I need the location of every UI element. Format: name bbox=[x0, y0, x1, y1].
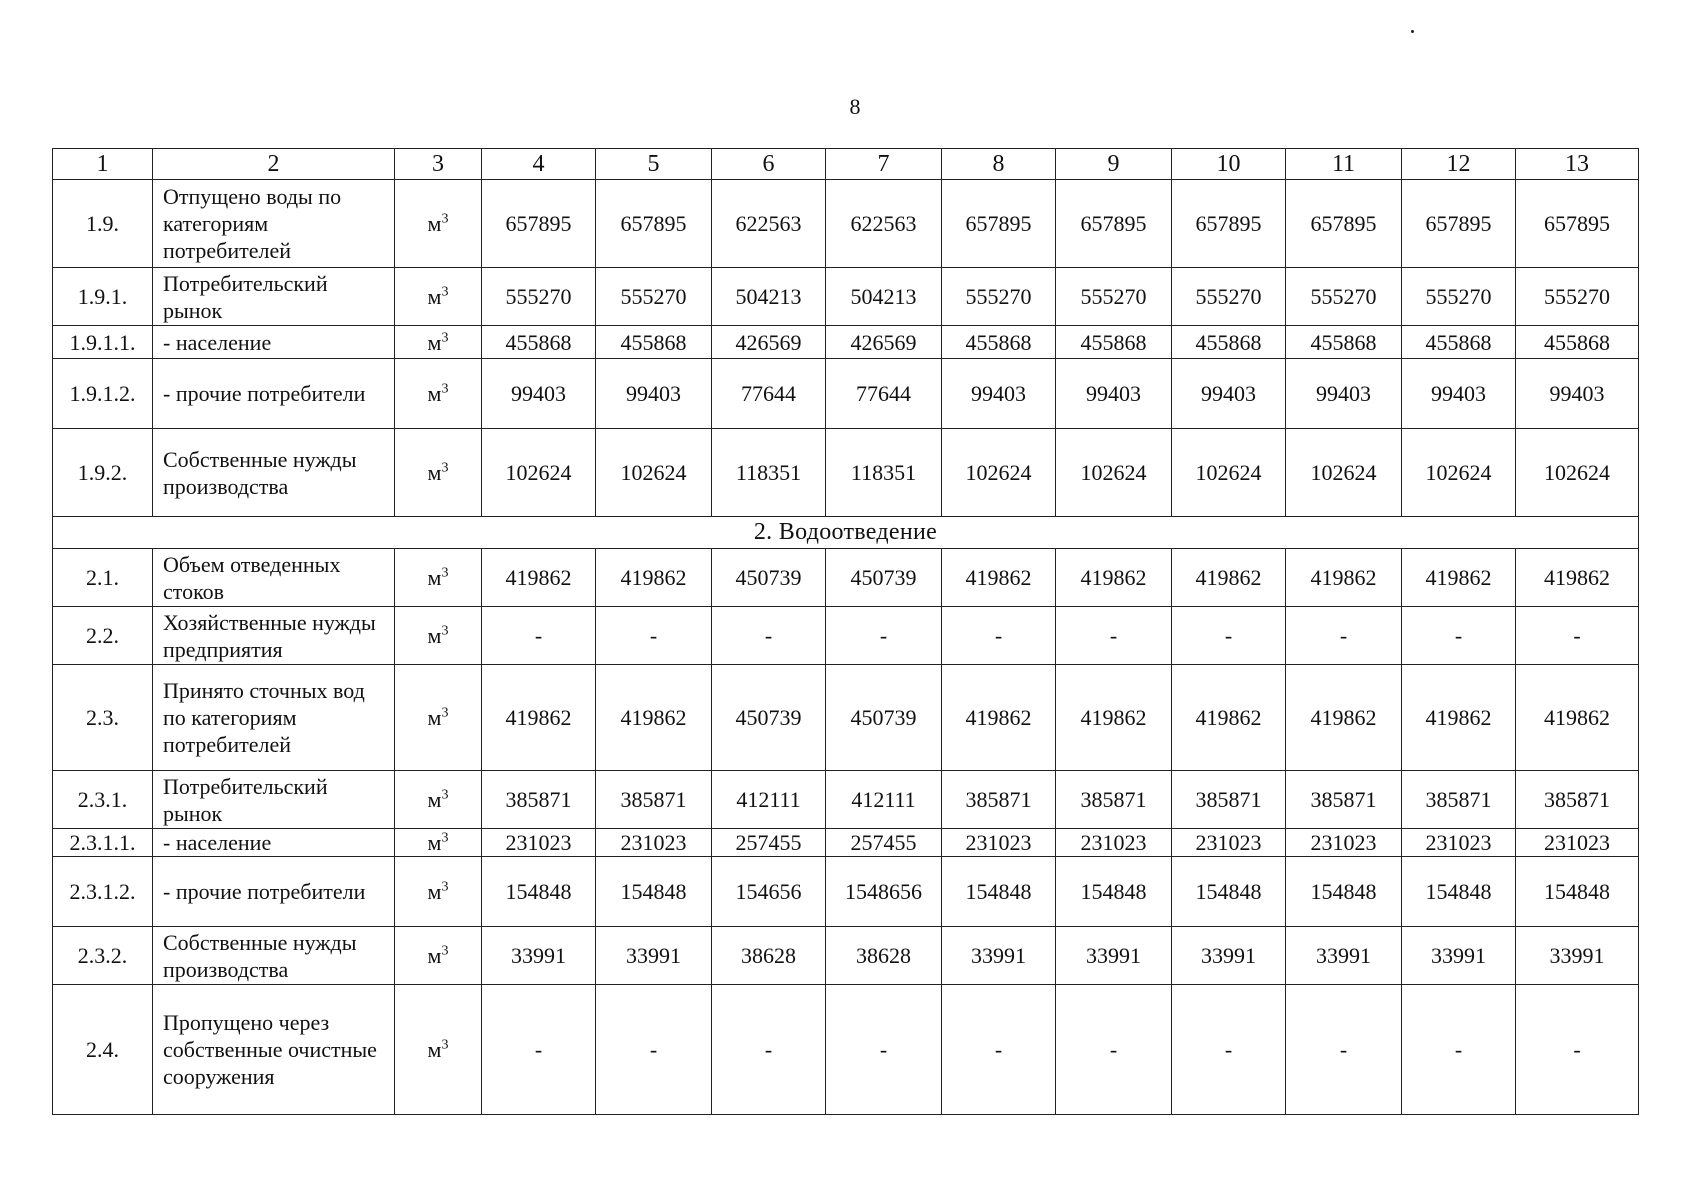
value-cell: 657895 bbox=[1286, 180, 1402, 268]
row-code: 1.9.1.2. bbox=[53, 359, 153, 429]
section-title: 2. Водоотведение bbox=[53, 517, 1639, 549]
value-cell: 455868 bbox=[1402, 326, 1516, 359]
value-cell: 231023 bbox=[1286, 829, 1402, 857]
value-cell: 385871 bbox=[596, 771, 712, 829]
value-cell: - bbox=[596, 607, 712, 665]
unit-exponent: 3 bbox=[441, 830, 449, 846]
row-unit bbox=[395, 771, 482, 829]
value-cell: 657895 bbox=[1056, 180, 1172, 268]
value-cell: 450739 bbox=[712, 549, 826, 607]
unit-base: м bbox=[427, 623, 442, 648]
section-header-row bbox=[53, 517, 1639, 549]
value-cell: 33991 bbox=[482, 927, 596, 985]
value-cell: 154848 bbox=[1056, 857, 1172, 927]
value-cell: 419862 bbox=[1516, 665, 1639, 771]
value-cell: 419862 bbox=[1056, 549, 1172, 607]
row-code: 2.4. bbox=[53, 985, 153, 1115]
value-cell: 555270 bbox=[1402, 268, 1516, 326]
row-code: 2.3.1. bbox=[53, 771, 153, 829]
unit-base: м bbox=[427, 879, 442, 904]
value-cell: 657895 bbox=[596, 180, 712, 268]
unit-base: м bbox=[427, 830, 442, 855]
value-cell: 231023 bbox=[1402, 829, 1516, 857]
row-code: 1.9.1.1. bbox=[53, 326, 153, 359]
table-body bbox=[53, 149, 1639, 1115]
column-header: 3 bbox=[395, 149, 482, 180]
value-cell: 154848 bbox=[482, 857, 596, 927]
value-cell: 385871 bbox=[1286, 771, 1402, 829]
unit-exponent: 3 bbox=[441, 1037, 449, 1053]
value-cell: - bbox=[826, 607, 942, 665]
row-name: Собственные нужды производства bbox=[153, 927, 395, 985]
value-cell: 1548656 bbox=[826, 857, 942, 927]
value-cell: 102624 bbox=[942, 429, 1056, 517]
value-cell: 385871 bbox=[1402, 771, 1516, 829]
table-row bbox=[53, 771, 1639, 829]
value-cell: 154848 bbox=[596, 857, 712, 927]
page-number: 8 bbox=[849, 94, 861, 119]
table-row bbox=[53, 607, 1639, 665]
column-header: 9 bbox=[1056, 149, 1172, 180]
value-cell: - bbox=[942, 985, 1056, 1115]
value-cell: - bbox=[482, 607, 596, 665]
row-name: Собственные нужды производства bbox=[153, 429, 395, 517]
value-cell: 102624 bbox=[1172, 429, 1286, 517]
value-cell: 657895 bbox=[1516, 180, 1639, 268]
value-cell: 99403 bbox=[1286, 359, 1402, 429]
value-cell: 455868 bbox=[596, 326, 712, 359]
table-row bbox=[53, 429, 1639, 517]
value-cell: 33991 bbox=[1286, 927, 1402, 985]
value-cell: 426569 bbox=[826, 326, 942, 359]
value-cell: 118351 bbox=[826, 429, 942, 517]
value-cell: 555270 bbox=[1516, 268, 1639, 326]
value-cell: 657895 bbox=[1172, 180, 1286, 268]
row-name: Объем отведенных стоков bbox=[153, 549, 395, 607]
row-unit bbox=[395, 985, 482, 1115]
value-cell: 102624 bbox=[1286, 429, 1402, 517]
value-cell: 99403 bbox=[1516, 359, 1639, 429]
unit-base: м bbox=[427, 329, 442, 355]
row-name: - прочие потребители bbox=[153, 857, 395, 927]
unit-base: м bbox=[427, 211, 442, 236]
column-header: 6 bbox=[712, 149, 826, 180]
row-code: 1.9. bbox=[53, 180, 153, 268]
column-header: 7 bbox=[826, 149, 942, 180]
row-code: 2.3.1.1. bbox=[53, 829, 153, 857]
value-cell: - bbox=[1056, 985, 1172, 1115]
value-cell: - bbox=[482, 985, 596, 1115]
value-cell: 555270 bbox=[596, 268, 712, 326]
row-name: Потребительский рынок bbox=[153, 268, 395, 326]
value-cell: 99403 bbox=[1402, 359, 1516, 429]
table-row bbox=[53, 549, 1639, 607]
row-code: 2.1. bbox=[53, 549, 153, 607]
value-cell: 555270 bbox=[1172, 268, 1286, 326]
value-cell: - bbox=[942, 607, 1056, 665]
value-cell: - bbox=[1056, 607, 1172, 665]
value-cell: 419862 bbox=[1172, 665, 1286, 771]
value-cell: 99403 bbox=[596, 359, 712, 429]
value-cell: 77644 bbox=[712, 359, 826, 429]
value-cell: 154848 bbox=[942, 857, 1056, 927]
value-cell: 154656 bbox=[712, 857, 826, 927]
value-cell: - bbox=[712, 607, 826, 665]
value-cell: - bbox=[1172, 607, 1286, 665]
unit-exponent: 3 bbox=[441, 879, 449, 895]
value-cell: 154848 bbox=[1172, 857, 1286, 927]
table-row bbox=[53, 268, 1639, 326]
row-name: - население bbox=[153, 326, 395, 359]
value-cell: - bbox=[1402, 985, 1516, 1115]
value-cell: - bbox=[1286, 607, 1402, 665]
row-unit bbox=[395, 665, 482, 771]
value-cell: 38628 bbox=[826, 927, 942, 985]
row-name: Пропущено через собственные очистные сооружения bbox=[153, 985, 395, 1115]
value-cell: 33991 bbox=[1402, 927, 1516, 985]
value-cell: 99403 bbox=[482, 359, 596, 429]
row-unit bbox=[395, 326, 482, 359]
column-header: 5 bbox=[596, 149, 712, 180]
unit-exponent: 3 bbox=[441, 623, 449, 639]
unit-base: м bbox=[427, 705, 442, 730]
row-name: Потребительский рынок bbox=[153, 771, 395, 829]
row-unit bbox=[395, 607, 482, 665]
value-cell: 555270 bbox=[1056, 268, 1172, 326]
value-cell: 385871 bbox=[1516, 771, 1639, 829]
unit-base: м bbox=[427, 1037, 442, 1062]
value-cell: 419862 bbox=[1402, 665, 1516, 771]
column-header: 8 bbox=[942, 149, 1056, 180]
value-cell: 455868 bbox=[1056, 326, 1172, 359]
unit-exponent: 3 bbox=[441, 943, 449, 959]
table-row bbox=[53, 985, 1639, 1115]
value-cell: 657895 bbox=[482, 180, 596, 268]
value-cell: 154848 bbox=[1402, 857, 1516, 927]
data-table bbox=[52, 148, 1639, 1115]
table-row bbox=[53, 359, 1639, 429]
unit-exponent: 3 bbox=[441, 381, 449, 397]
value-cell: 257455 bbox=[712, 829, 826, 857]
unit-exponent: 3 bbox=[441, 460, 449, 476]
column-header: 10 bbox=[1172, 149, 1286, 180]
value-cell: 419862 bbox=[596, 549, 712, 607]
unit-base: м bbox=[427, 381, 442, 406]
row-name: Отпущено воды по категориям потребителей bbox=[153, 180, 395, 268]
column-header: 1 bbox=[53, 149, 153, 180]
row-code: 1.9.2. bbox=[53, 429, 153, 517]
table-row bbox=[53, 927, 1639, 985]
row-code: 1.9.1. bbox=[53, 268, 153, 326]
value-cell: - bbox=[712, 985, 826, 1115]
value-cell: 555270 bbox=[942, 268, 1056, 326]
column-header: 4 bbox=[482, 149, 596, 180]
table-row bbox=[53, 180, 1639, 268]
value-cell: 38628 bbox=[712, 927, 826, 985]
value-cell: 419862 bbox=[1286, 665, 1402, 771]
row-unit bbox=[395, 268, 482, 326]
value-cell: 657895 bbox=[1402, 180, 1516, 268]
value-cell: 102624 bbox=[1516, 429, 1639, 517]
value-cell: 385871 bbox=[1056, 771, 1172, 829]
value-cell: 622563 bbox=[826, 180, 942, 268]
value-cell: 257455 bbox=[826, 829, 942, 857]
value-cell: 426569 bbox=[712, 326, 826, 359]
value-cell: 455868 bbox=[1172, 326, 1286, 359]
value-cell: 419862 bbox=[1056, 665, 1172, 771]
row-unit bbox=[395, 829, 482, 857]
value-cell: 504213 bbox=[826, 268, 942, 326]
unit-base: м bbox=[427, 943, 442, 968]
row-code: 2.3. bbox=[53, 665, 153, 771]
value-cell: 231023 bbox=[1172, 829, 1286, 857]
value-cell: 33991 bbox=[596, 927, 712, 985]
value-cell: 154848 bbox=[1516, 857, 1639, 927]
row-code: 2.3.1.2. bbox=[53, 857, 153, 927]
value-cell: 99403 bbox=[942, 359, 1056, 429]
value-cell: - bbox=[1286, 985, 1402, 1115]
value-cell: 231023 bbox=[1516, 829, 1639, 857]
unit-base: м bbox=[427, 787, 442, 812]
table-row bbox=[53, 326, 1639, 359]
value-cell: - bbox=[596, 985, 712, 1115]
scan-speck bbox=[1411, 30, 1414, 33]
value-cell: 33991 bbox=[942, 927, 1056, 985]
column-header: 13 bbox=[1516, 149, 1639, 180]
value-cell: 555270 bbox=[482, 268, 596, 326]
value-cell: - bbox=[1402, 607, 1516, 665]
value-cell: 419862 bbox=[942, 665, 1056, 771]
value-cell: 504213 bbox=[712, 268, 826, 326]
value-cell: 450739 bbox=[826, 549, 942, 607]
unit-exponent: 3 bbox=[441, 211, 449, 227]
column-header: 2 bbox=[153, 149, 395, 180]
value-cell: 231023 bbox=[1056, 829, 1172, 857]
unit-base: м bbox=[427, 460, 442, 485]
value-cell: 455868 bbox=[482, 326, 596, 359]
value-cell: 419862 bbox=[1286, 549, 1402, 607]
column-number-row bbox=[53, 149, 1639, 180]
unit-base: м bbox=[427, 565, 442, 590]
column-header: 11 bbox=[1286, 149, 1402, 180]
row-code: 2.3.2. bbox=[53, 927, 153, 985]
value-cell: 419862 bbox=[1516, 549, 1639, 607]
value-cell: 99403 bbox=[1056, 359, 1172, 429]
value-cell: 412111 bbox=[826, 771, 942, 829]
row-name: - прочие потребители bbox=[153, 359, 395, 429]
table-row bbox=[53, 665, 1639, 771]
row-name: - население bbox=[153, 829, 395, 857]
value-cell: 657895 bbox=[942, 180, 1056, 268]
value-cell: 154848 bbox=[1286, 857, 1402, 927]
value-cell: - bbox=[1172, 985, 1286, 1115]
row-code: 2.2. bbox=[53, 607, 153, 665]
row-unit bbox=[395, 927, 482, 985]
unit-exponent: 3 bbox=[441, 330, 449, 346]
value-cell: 33991 bbox=[1172, 927, 1286, 985]
unit-base: м bbox=[427, 284, 442, 309]
value-cell: 419862 bbox=[482, 665, 596, 771]
row-name: Принято сточных вод по категориям потребителей bbox=[153, 665, 395, 771]
value-cell: 77644 bbox=[826, 359, 942, 429]
value-cell: 231023 bbox=[596, 829, 712, 857]
value-cell: 450739 bbox=[826, 665, 942, 771]
unit-exponent: 3 bbox=[441, 565, 449, 581]
value-cell: 419862 bbox=[1172, 549, 1286, 607]
value-cell: 419862 bbox=[1402, 549, 1516, 607]
value-cell: 33991 bbox=[1056, 927, 1172, 985]
value-cell: - bbox=[1516, 985, 1639, 1115]
value-cell: 385871 bbox=[482, 771, 596, 829]
row-unit bbox=[395, 429, 482, 517]
value-cell: 102624 bbox=[482, 429, 596, 517]
value-cell: 455868 bbox=[1516, 326, 1639, 359]
value-cell: 455868 bbox=[1286, 326, 1402, 359]
value-cell: 102624 bbox=[1056, 429, 1172, 517]
unit-exponent: 3 bbox=[441, 284, 449, 300]
value-cell: 555270 bbox=[1286, 268, 1402, 326]
value-cell: 102624 bbox=[596, 429, 712, 517]
row-unit bbox=[395, 180, 482, 268]
value-cell: 622563 bbox=[712, 180, 826, 268]
value-cell: 412111 bbox=[712, 771, 826, 829]
row-unit bbox=[395, 857, 482, 927]
value-cell: - bbox=[826, 985, 942, 1115]
value-cell: 385871 bbox=[942, 771, 1056, 829]
value-cell: 231023 bbox=[482, 829, 596, 857]
table-row bbox=[53, 829, 1639, 857]
table-row bbox=[53, 857, 1639, 927]
value-cell: 419862 bbox=[942, 549, 1056, 607]
unit-exponent: 3 bbox=[441, 705, 449, 721]
value-cell: 118351 bbox=[712, 429, 826, 517]
value-cell: 33991 bbox=[1516, 927, 1639, 985]
row-name: Хозяйственные нужды предприятия bbox=[153, 607, 395, 665]
value-cell: 450739 bbox=[712, 665, 826, 771]
row-unit bbox=[395, 359, 482, 429]
value-cell: 231023 bbox=[942, 829, 1056, 857]
unit-exponent: 3 bbox=[441, 787, 449, 803]
column-header: 12 bbox=[1402, 149, 1516, 180]
value-cell: 102624 bbox=[1402, 429, 1516, 517]
row-unit bbox=[395, 549, 482, 607]
value-cell: 455868 bbox=[942, 326, 1056, 359]
value-cell: 99403 bbox=[1172, 359, 1286, 429]
value-cell: 419862 bbox=[596, 665, 712, 771]
value-cell: 385871 bbox=[1172, 771, 1286, 829]
value-cell: 419862 bbox=[482, 549, 596, 607]
value-cell: - bbox=[1516, 607, 1639, 665]
